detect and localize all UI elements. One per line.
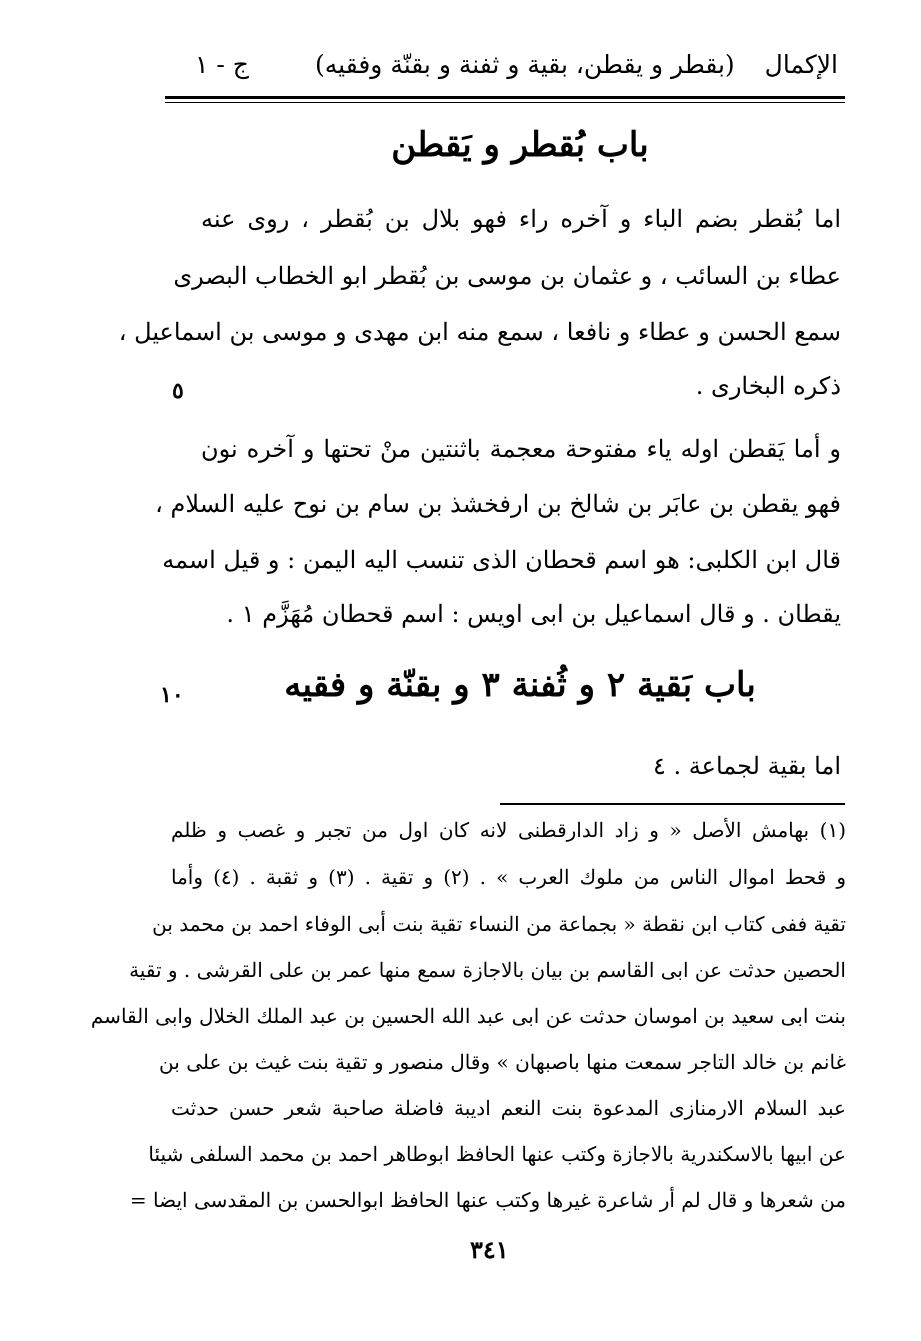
footnote-line-6: غانم بن خالد التاجر سمعت منها باصبهان » وقال منصور و تقية بنت غيث بن على بن bbox=[159, 1050, 846, 1074]
page-number: ٣٤١ bbox=[470, 1235, 509, 1264]
body-line-4: ذكره البخارى . bbox=[695, 372, 841, 400]
margin-line-number-5: ٥ bbox=[172, 378, 184, 404]
footnote-line-4: الحصين حدثت عن ابى القاسم بن بيان بالاجازة سمع منها عمر بن على القرشى . و تقية bbox=[129, 958, 846, 982]
footnote-separator bbox=[500, 803, 845, 805]
footnote-line-3: تقية ففى كتاب ابن نقطة « بجماعة من النساء تقية بنت أبى الوفاء احمد بن محمد بن bbox=[152, 912, 846, 936]
volume-number: ج - ١ bbox=[195, 50, 249, 79]
section-title-baqiya: باب بَقية ٢ و ثُفنة ٣ و بقنّة و فقيه bbox=[284, 665, 756, 705]
body-line-2: عطاء بن السائب ، و عثمان بن موسى بن بُقطر ابو الخطاب البصرى bbox=[173, 262, 841, 290]
header-rule-thin bbox=[165, 102, 845, 103]
body-line-8: يقطان . و قال اسماعيل بن ابى اويس : اسم قحطان مُهَزَّم ١ . bbox=[226, 600, 841, 628]
footnote-line-8: عن ابيها بالاسكندرية بالاجازة وكتب عنها الحافظ ابوطاهر احمد بن محمد السلفى شيئا bbox=[148, 1142, 846, 1166]
body-line-1: اما بُقطر بضم الباء و آخره راء فهو بلال بن بُقطر ، روى عنه bbox=[201, 205, 841, 233]
body-line-7: قال ابن الكلبى: هو اسم قحطان الذى تنسب اليه اليمن : و قيل اسمه bbox=[162, 546, 841, 574]
body-line-3: سمع الحسن و عطاء و نافعا ، سمع منه ابن مهدى و موسى بن اسماعيل ، bbox=[118, 318, 841, 346]
footnote-line-7: عبد السلام الارمنازى المدعوة بنت النعم اديبة فاضلة صاحبة شعر حسن حدثت bbox=[171, 1096, 846, 1120]
book-title: الإكمال bbox=[764, 50, 838, 79]
footnote-line-2: و قحط اموال الناس من ملوك العرب » . (٢) و تقية . (٣) و ثقبة . (٤) وأما bbox=[171, 865, 847, 889]
body-line-9: اما بقية لجماعة . ٤ bbox=[653, 752, 841, 780]
footnote-line-5: بنت ابى سعيد بن اموسان حدثت عن ابى عبد الله الحسين بن عبد الملك الخلال وابى القاسم bbox=[90, 1004, 846, 1028]
footnote-line-9: من شعرها و قال لم أر شاعرة غيرها وكتب عنها الحافظ ابوالحسن بن المقدسى ايضا = bbox=[129, 1188, 846, 1212]
body-line-5: و أما يَقطن اوله ياء مفتوحة معجمة باثنتين منْ تحتها و آخره نون bbox=[201, 435, 841, 463]
running-title: (بقطر و يقطن، بقية و ثفنة و بقنّة وفقيه) bbox=[315, 50, 735, 79]
margin-line-number-10: ١٠ bbox=[160, 682, 184, 708]
running-header bbox=[165, 50, 838, 90]
section-title-buqtur-yaqtan: باب بُقطر و يَقطن bbox=[391, 125, 649, 165]
footnote-line-1: (١) بهامش الأصل « و زاد الدارقطنى لانه كان اول من تجبر و غصب و ظلم bbox=[171, 818, 846, 842]
header-rule-thick bbox=[165, 96, 845, 99]
body-line-6: فهو يقطن بن عابَر بن شالخ بن ارفخشذ بن سام بن نوح عليه السلام ، bbox=[155, 490, 841, 518]
